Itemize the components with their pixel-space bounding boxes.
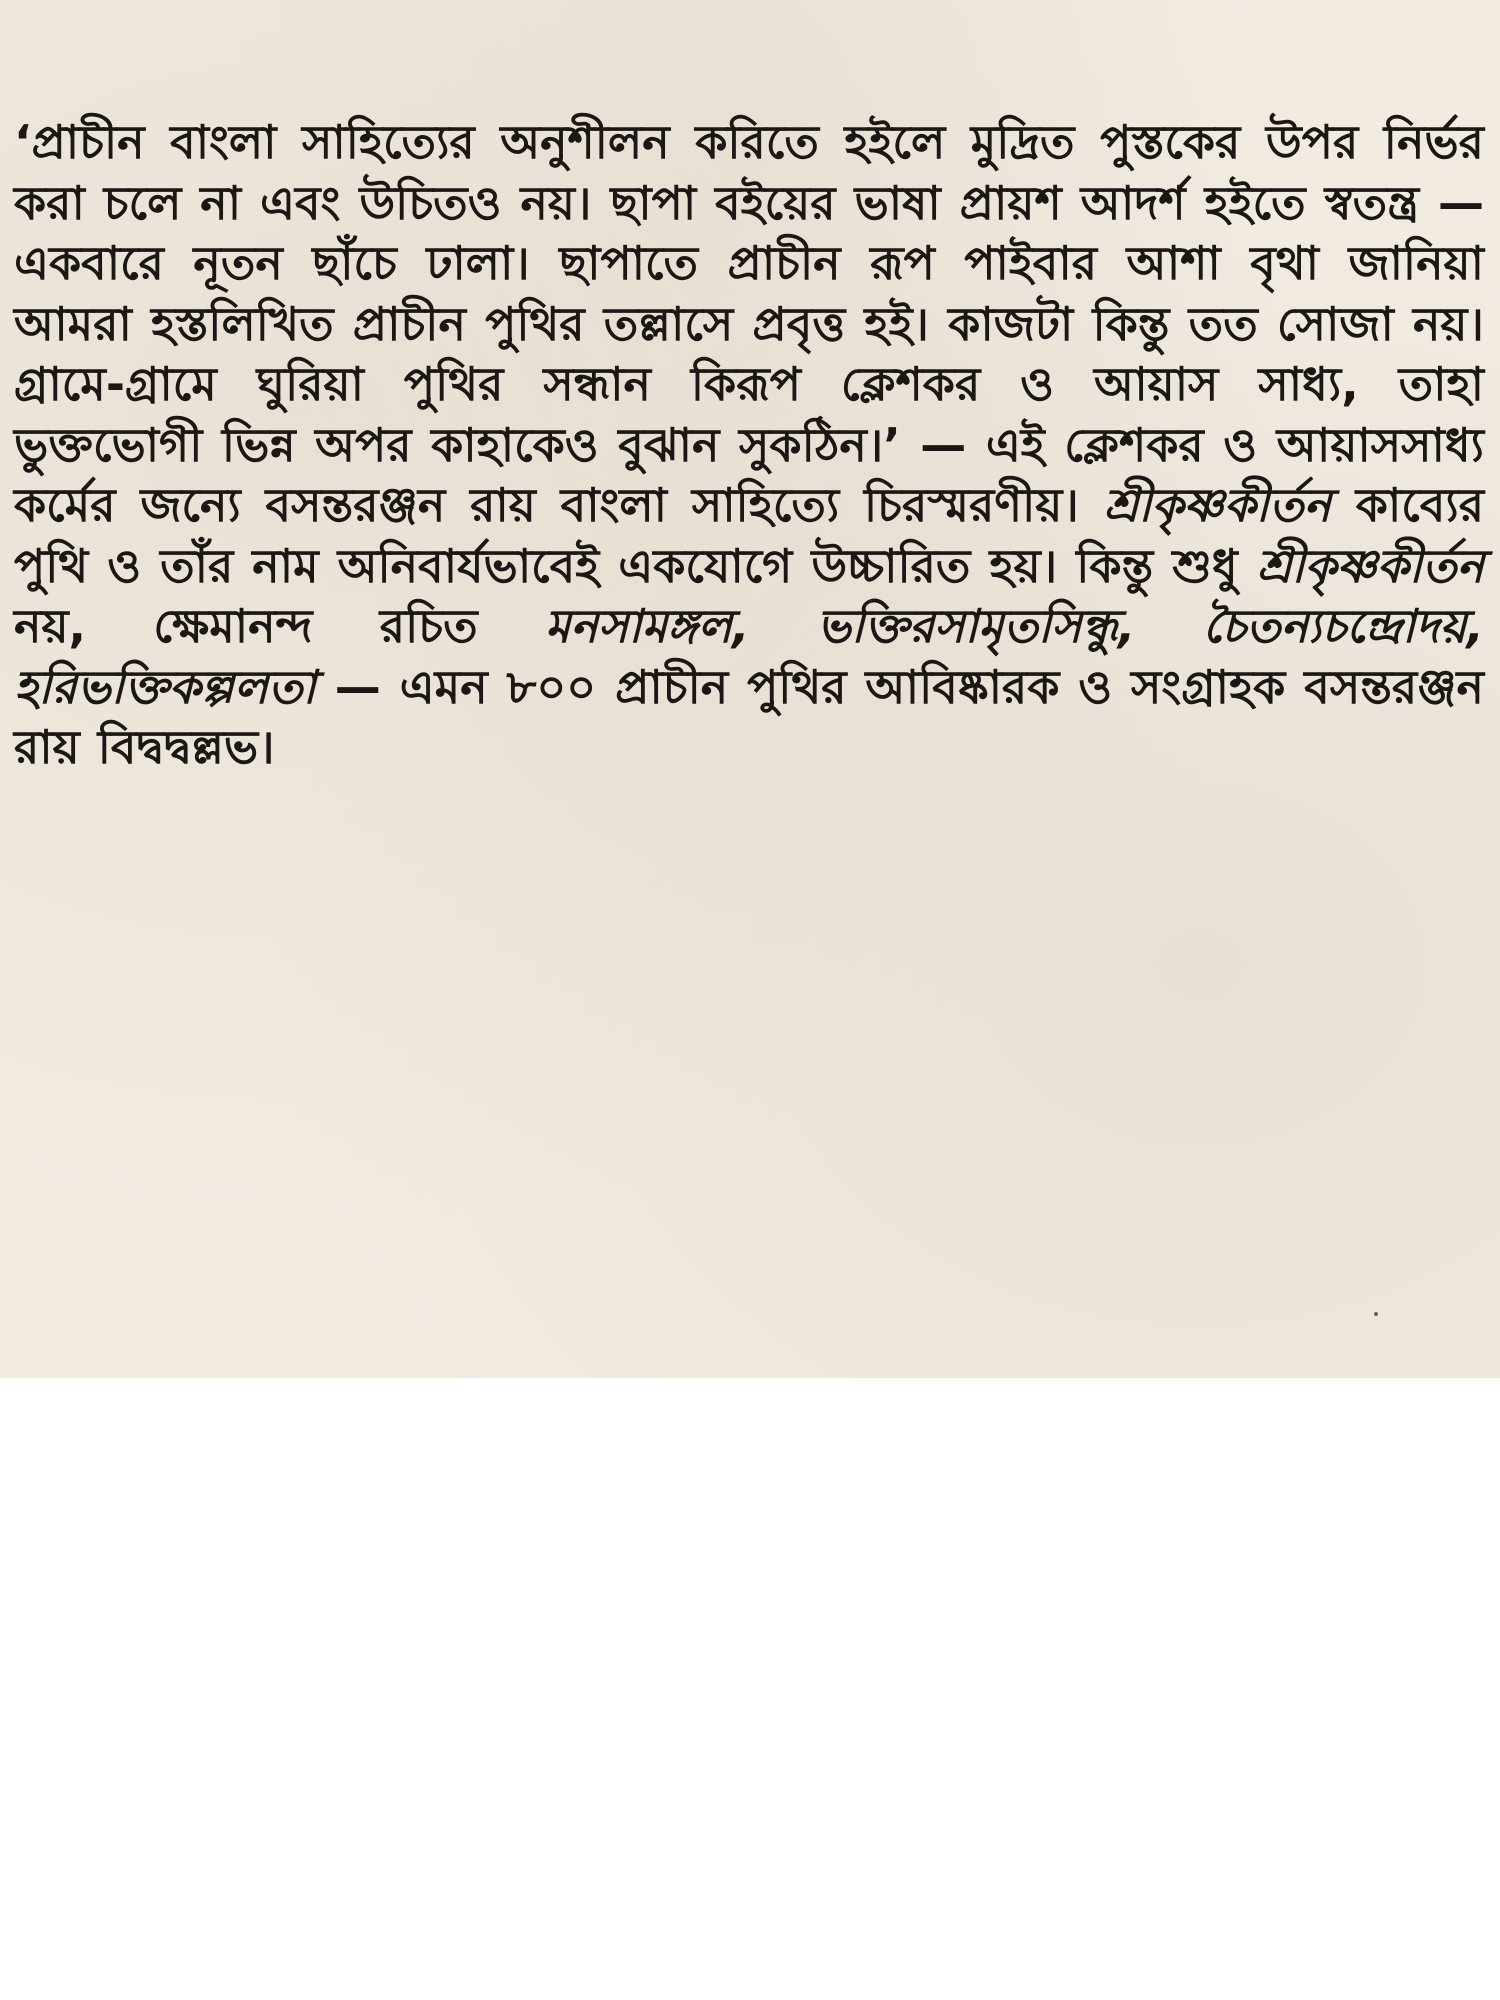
italic-title-srikrishnakirtan: শ্রীকৃষ্ণকীর্তন	[1256, 538, 1484, 593]
text-segment: ‘প্রাচীন বাংলা সাহিত্যের অনুশীলন করিতে হইলে মুদ্রিত পুস্তকের উপর নির্ভর করা চলে না এবং উচিতও নয়। ছাপা বইয়ের ভাষা প্রায়শ আদর্শ হইতে স্বতন্ত্র — একবারে নূতন ছাঁচে ঢালা। ছাপাতে প্রাচীন রূপ পাইবার আশা বৃথা জানিয়া আমরা হস্তলিখিত প্রাচীন পুথির তল্লাসে প্রবৃত্ত হই। কাজটা কিন্তু তত সোজা নয়। গ্রামে-গ্রামে ঘুরিয়া পুথির সন্ধান কিরূপ ক্লেশকর ও আয়াস সাধ্য, তাহা ভুক্তভোগী ভিন্ন অপর কাহাকেও বুঝান সুকঠিন।’ — এই ক্লেশকর ও আয়াসসাধ্য কর্মের জন্যে বসন্তরঞ্জন রায় বাংলা সাহিত্যে চিরস্মরণীয়।	[14, 115, 1484, 532]
text-segment: নয়, ক্ষেমানন্দ রচিত	[14, 599, 545, 653]
paper-speck	[1374, 1312, 1378, 1316]
text-segment: কাব্যের পুথি ও তাঁর নাম অনিবার্যভাবেই একযোগে উচ্চারিত হয়। কিন্তু শুধু	[14, 478, 1484, 593]
text-segment: — এমন ৮০০ প্রাচীন পুথির আবিষ্কারক ও সংগ্রাহক বসন্তরঞ্জন রায় বিদ্বদ্বল্লভ।	[14, 659, 1484, 774]
paragraph	[14, 112, 1484, 778]
italic-title-srikrishnakirtan: শ্রীকৃষ্ণকীর্তন	[1103, 478, 1331, 532]
italic-title-list: মনসামঙ্গল, ভক্তিরসামৃতসিন্ধু, চৈতন্যচন্দ্রোদয়, হরিভক্তিকল্পলতা	[14, 599, 1484, 714]
